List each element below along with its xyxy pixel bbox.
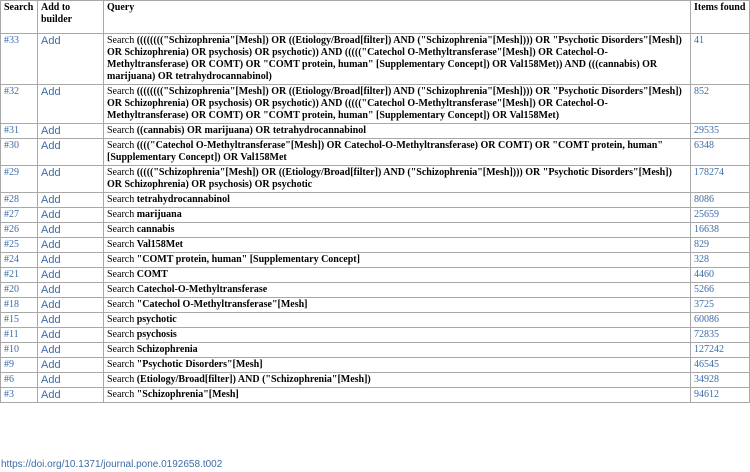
search-number: #6 bbox=[1, 373, 38, 388]
table-row bbox=[1, 283, 750, 298]
table-row bbox=[1, 343, 750, 358]
query-prefix: Search bbox=[107, 35, 137, 46]
query-text: (((((((("Schizophrenia"[Mesh]) OR ((Etiology/Broad[filter]) AND ("Schizophrenia"[Mesh]))) OR "Psychotic Disorders"[Mesh]) OR Schizophrenia) OR psychosis) OR psychotic)) AND ((((("Catechol O-Methyltransferase"[Mesh]) OR Catechol-O-Methyltransferase) OR COMT) OR "COMT protein, human" [Supplementary Concept]) OR Val158Met) bbox=[107, 86, 682, 121]
query-cell bbox=[104, 268, 691, 283]
add-to-builder-link[interactable]: Add bbox=[38, 373, 104, 388]
items-found-link[interactable]: 41 bbox=[691, 34, 750, 85]
items-found-link[interactable]: 29535 bbox=[691, 124, 750, 139]
query-prefix: Search bbox=[107, 86, 137, 97]
query-prefix: Search bbox=[107, 140, 137, 151]
query-prefix: Search bbox=[107, 314, 137, 325]
add-to-builder-link[interactable]: Add bbox=[38, 298, 104, 313]
add-to-builder-link[interactable]: Add bbox=[38, 313, 104, 328]
query-cell bbox=[104, 253, 691, 268]
query-text: "COMT protein, human" [Supplementary Concept] bbox=[136, 254, 360, 265]
table-row bbox=[1, 388, 750, 403]
query-cell bbox=[104, 298, 691, 313]
add-to-builder-link[interactable]: Add bbox=[38, 328, 104, 343]
add-to-builder-link[interactable]: Add bbox=[38, 166, 104, 193]
search-number: #27 bbox=[1, 208, 38, 223]
add-to-builder-link[interactable]: Add bbox=[38, 34, 104, 85]
query-text: ((((("Schizophrenia"[Mesh]) OR ((Etiology/Broad[filter]) AND ("Schizophrenia"[Mesh]))) OR "Psychotic Disorders"[Mesh]) OR Schizophrenia) OR psychosis) OR psychotic bbox=[107, 167, 672, 190]
search-number: #24 bbox=[1, 253, 38, 268]
add-to-builder-link[interactable]: Add bbox=[38, 85, 104, 124]
query-text: "Catechol O-Methyltransferase"[Mesh] bbox=[136, 299, 308, 310]
query-text: COMT bbox=[136, 269, 168, 280]
query-text: (((((((("Schizophrenia"[Mesh]) OR ((Etiology/Broad[filter]) AND ("Schizophrenia"[Mesh]))) OR "Psychotic Disorders"[Mesh]) OR Schizophrenia) OR psychosis) OR psychotic)) AND ((((("Catechol O-Methyltransferase"[Mesh]) OR Catechol-O-Methyltransferase) OR COMT) OR "COMT protein, human" [Supplementary Concept]) OR Val158Met)) AND (((cannabis) OR marijuana) OR tetrahydrocannabinol) bbox=[107, 35, 682, 82]
table-row bbox=[1, 85, 750, 124]
query-cell bbox=[104, 343, 691, 358]
query-cell bbox=[104, 139, 691, 166]
query-prefix: Search bbox=[107, 329, 137, 340]
add-to-builder-link[interactable]: Add bbox=[38, 208, 104, 223]
query-prefix: Search bbox=[107, 194, 137, 205]
query-prefix: Search bbox=[107, 224, 137, 235]
add-to-builder-link[interactable]: Add bbox=[38, 193, 104, 208]
items-found-link[interactable]: 3725 bbox=[691, 298, 750, 313]
items-found-link[interactable]: 60086 bbox=[691, 313, 750, 328]
query-prefix: Search bbox=[107, 344, 137, 355]
search-number: #18 bbox=[1, 298, 38, 313]
query-prefix: Search bbox=[107, 239, 137, 250]
doi-link[interactable]: https://doi.org/10.1371/journal.pone.0192658.t002 bbox=[1, 459, 223, 470]
search-number: #10 bbox=[1, 343, 38, 358]
query-prefix: Search bbox=[107, 299, 137, 310]
add-to-builder-link[interactable]: Add bbox=[38, 139, 104, 166]
table-row bbox=[1, 253, 750, 268]
add-to-builder-link[interactable]: Add bbox=[38, 343, 104, 358]
query-text: (Etiology/Broad[filter]) AND ("Schizophrenia"[Mesh]) bbox=[136, 374, 371, 385]
items-found-link[interactable]: 46545 bbox=[691, 358, 750, 373]
items-found-link[interactable]: 8086 bbox=[691, 193, 750, 208]
query-cell bbox=[104, 208, 691, 223]
search-number: #30 bbox=[1, 139, 38, 166]
search-number: #25 bbox=[1, 238, 38, 253]
table-row bbox=[1, 373, 750, 388]
header-items-found: Items found bbox=[691, 1, 750, 34]
table-row bbox=[1, 328, 750, 343]
search-number: #28 bbox=[1, 193, 38, 208]
search-number: #33 bbox=[1, 34, 38, 85]
query-prefix: Search bbox=[107, 359, 137, 370]
add-to-builder-link[interactable]: Add bbox=[38, 268, 104, 283]
items-found-link[interactable]: 4460 bbox=[691, 268, 750, 283]
query-cell bbox=[104, 34, 691, 85]
items-found-link[interactable]: 16638 bbox=[691, 223, 750, 238]
items-found-link[interactable]: 25659 bbox=[691, 208, 750, 223]
table-row bbox=[1, 208, 750, 223]
header-query: Query bbox=[104, 1, 691, 34]
header-search: Search bbox=[1, 1, 38, 34]
query-text: cannabis bbox=[136, 224, 175, 235]
query-prefix: Search bbox=[107, 269, 137, 280]
items-found-link[interactable]: 72835 bbox=[691, 328, 750, 343]
items-found-link[interactable]: 328 bbox=[691, 253, 750, 268]
items-found-link[interactable]: 829 bbox=[691, 238, 750, 253]
query-cell bbox=[104, 328, 691, 343]
query-text: (((("Catechol O-Methyltransferase"[Mesh]) OR Catechol-O-Methyltransferase) OR COMT) OR "COMT protein, human" [Supplementary Concept]) OR Val158Met bbox=[107, 140, 663, 163]
search-number: #20 bbox=[1, 283, 38, 298]
query-prefix: Search bbox=[107, 374, 137, 385]
query-prefix: Search bbox=[107, 284, 137, 295]
add-to-builder-link[interactable]: Add bbox=[38, 238, 104, 253]
query-text: ((cannabis) OR marijuana) OR tetrahydrocannabinol bbox=[136, 125, 366, 136]
query-text: psychotic bbox=[136, 314, 177, 325]
add-to-builder-link[interactable]: Add bbox=[38, 283, 104, 298]
table-row bbox=[1, 268, 750, 283]
search-number: #26 bbox=[1, 223, 38, 238]
search-number: #31 bbox=[1, 124, 38, 139]
query-text: marijuana bbox=[136, 209, 182, 220]
search-number: #29 bbox=[1, 166, 38, 193]
query-prefix: Search bbox=[107, 254, 137, 265]
query-cell bbox=[104, 313, 691, 328]
items-found-link[interactable]: 178274 bbox=[691, 166, 750, 193]
table-row bbox=[1, 166, 750, 193]
table-row bbox=[1, 223, 750, 238]
query-cell bbox=[104, 358, 691, 373]
items-found-link[interactable]: 852 bbox=[691, 85, 750, 124]
table-header bbox=[1, 1, 750, 34]
search-number: #15 bbox=[1, 313, 38, 328]
search-number: #3 bbox=[1, 388, 38, 403]
query-text: psychosis bbox=[136, 329, 177, 340]
query-text: Schizophrenia bbox=[136, 344, 198, 355]
query-text: "Psychotic Disorders"[Mesh] bbox=[136, 359, 263, 370]
search-number: #9 bbox=[1, 358, 38, 373]
table-row bbox=[1, 358, 750, 373]
search-number: #21 bbox=[1, 268, 38, 283]
items-found-link[interactable]: 6348 bbox=[691, 139, 750, 166]
query-cell bbox=[104, 238, 691, 253]
query-prefix: Search bbox=[107, 125, 137, 136]
table-row bbox=[1, 193, 750, 208]
items-found-link[interactable]: 34928 bbox=[691, 373, 750, 388]
query-cell bbox=[104, 85, 691, 124]
table-row bbox=[1, 298, 750, 313]
query-cell bbox=[104, 193, 691, 208]
table-row bbox=[1, 124, 750, 139]
table-body bbox=[1, 34, 750, 403]
add-to-builder-link[interactable]: Add bbox=[38, 253, 104, 268]
search-number: #11 bbox=[1, 328, 38, 343]
table-row bbox=[1, 34, 750, 85]
query-cell bbox=[104, 166, 691, 193]
query-text: Val158Met bbox=[136, 239, 184, 250]
table-row bbox=[1, 238, 750, 253]
header-add-to-builder: Add to builder bbox=[38, 1, 104, 34]
items-found-link[interactable]: 94612 bbox=[691, 388, 750, 403]
query-cell bbox=[104, 223, 691, 238]
table-row bbox=[1, 139, 750, 166]
add-to-builder-link[interactable]: Add bbox=[38, 124, 104, 139]
query-prefix: Search bbox=[107, 389, 137, 400]
add-to-builder-link[interactable]: Add bbox=[38, 223, 104, 238]
query-text: tetrahydrocannabinol bbox=[136, 194, 230, 205]
query-prefix: Search bbox=[107, 209, 137, 220]
query-text: Catechol-O-Methyltransferase bbox=[136, 284, 268, 295]
table-row bbox=[1, 313, 750, 328]
add-to-builder-link[interactable]: Add bbox=[38, 388, 104, 403]
query-text: "Schizophrenia"[Mesh] bbox=[136, 389, 239, 400]
search-number: #32 bbox=[1, 85, 38, 124]
query-cell bbox=[104, 283, 691, 298]
items-found-link[interactable]: 5266 bbox=[691, 283, 750, 298]
header-row bbox=[1, 1, 750, 34]
query-cell bbox=[104, 124, 691, 139]
query-prefix: Search bbox=[107, 167, 137, 178]
items-found-link[interactable]: 127242 bbox=[691, 343, 750, 358]
query-cell bbox=[104, 373, 691, 388]
add-to-builder-link[interactable]: Add bbox=[38, 358, 104, 373]
query-cell bbox=[104, 388, 691, 403]
